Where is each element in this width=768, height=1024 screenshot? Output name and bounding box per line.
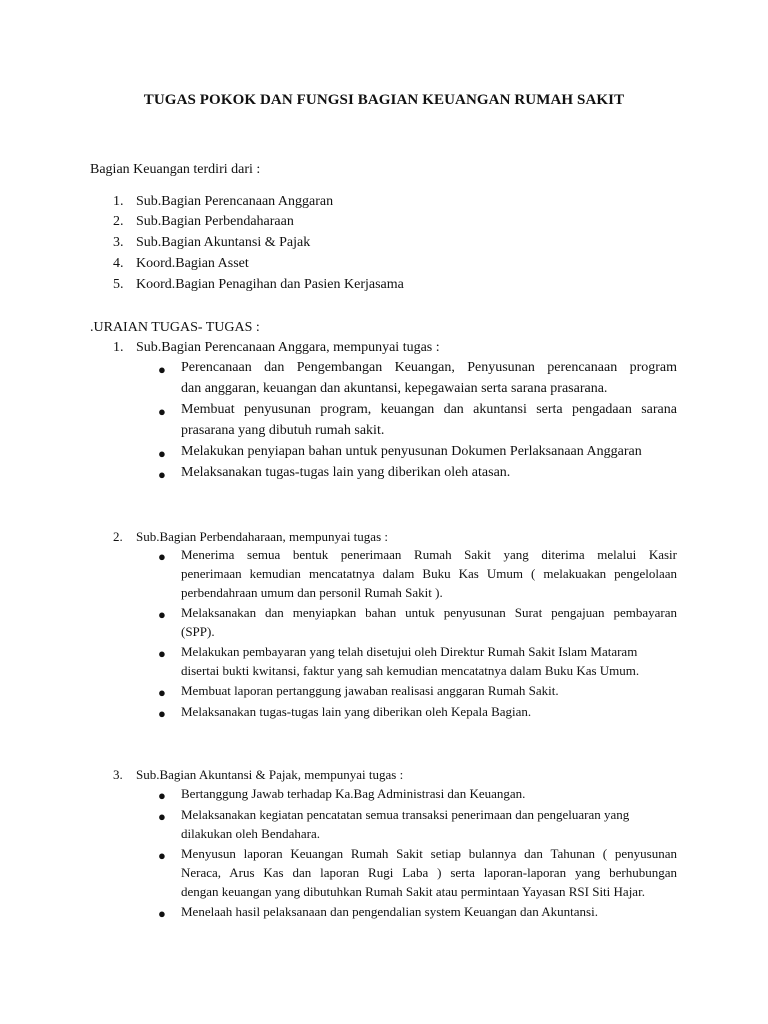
bullet-icon: ● bbox=[158, 685, 166, 700]
section-number: 2. bbox=[113, 529, 123, 544]
bullet-line: Melakukan penyiapan bahan untuk penyusunan Dokumen Perlaksanaan Anggaran bbox=[181, 444, 642, 459]
bullet-icon: ● bbox=[158, 467, 166, 482]
section-heading: Sub.Bagian Akuntansi & Pajak, mempunyai tugas : bbox=[136, 767, 404, 782]
bullet-line: dengan keuangan yang dibutuhkan Rumah Sakit atau permintaan Yayasan RSI Siti Hajar. bbox=[181, 884, 645, 899]
bullet-line: prasarana yang dibutuh rumah sakit. bbox=[181, 423, 385, 438]
bullet-line: (SPP). bbox=[181, 624, 215, 639]
list-item: Koord.Bagian Asset bbox=[136, 256, 249, 271]
bullet-line: perbendahraan umum dan personil Rumah Sakit ). bbox=[181, 585, 443, 600]
bullet-line: penerimaan kemudian mencatatnya dalam Buku Kas Umum ( melakuakan pengelolaan bbox=[181, 566, 677, 581]
bullet-line: dilakukan oleh Bendahara. bbox=[181, 826, 320, 841]
bullet-icon: ● bbox=[158, 549, 166, 564]
bullet-line: Melaksanakan tugas-tugas lain yang diberikan oleh atasan. bbox=[181, 465, 511, 480]
bullet-icon: ● bbox=[158, 906, 166, 921]
bullet-line: Bertanggung Jawab terhadap Ka.Bag Administrasi dan Keuangan. bbox=[181, 786, 526, 801]
bullet-line: Menyusun laporan Keuangan Rumah Sakit setiap bulannya dan Tahunan ( penyusunan bbox=[181, 846, 677, 861]
section-heading: Sub.Bagian Perencanaan Anggara, mempunyai tugas : bbox=[136, 340, 440, 355]
intro-text: Bagian Keuangan terdiri dari : bbox=[90, 162, 261, 177]
bullet-line: Membuat laporan pertanggung jawaban realisasi anggaran Rumah Sakit. bbox=[181, 683, 559, 698]
section-number: 1. bbox=[113, 340, 124, 355]
bullet-line: Melaksanakan dan menyiapkan bahan untuk penyusunan Surat pengajuan pembayaran bbox=[181, 605, 677, 620]
list-item-number: 2. bbox=[113, 214, 124, 229]
bullet-icon: ● bbox=[158, 404, 166, 419]
bullet-icon: ● bbox=[158, 788, 166, 803]
section-heading: Sub.Bagian Perbendaharaan, mempunyai tugas : bbox=[136, 529, 388, 544]
bullet-line: Menelaah hasil pelaksanaan dan pengendalian system Keuangan dan Akuntansi. bbox=[181, 904, 598, 919]
list-item: Sub.Bagian Perencanaan Anggaran bbox=[136, 194, 334, 209]
bullet-line: dan anggaran, keuangan dan akuntansi, kepegawaian serta sarana prasarana. bbox=[181, 381, 608, 396]
list-item-number: 5. bbox=[113, 277, 124, 292]
list-item-number: 3. bbox=[113, 235, 124, 250]
bullet-line: Melaksanakan kegiatan pencatatan semua transaksi penerimaan dan pengeluaran yang bbox=[181, 807, 630, 822]
bullet-line: Menerima semua bentuk penerimaan Rumah Sakit yang diterima melalui Kasir bbox=[181, 547, 677, 562]
bullet-icon: ● bbox=[158, 809, 166, 824]
list-item: Koord.Bagian Penagihan dan Pasien Kerjasama bbox=[136, 277, 404, 292]
bullet-icon: ● bbox=[158, 646, 166, 661]
bullet-line: disertai bukti kwitansi, faktur yang sah kemudian mencatatnya dalam Buku Kas Umum. bbox=[181, 663, 640, 678]
bullet-icon: ● bbox=[158, 362, 166, 377]
bullet-line: Membuat penyusunan program, keuangan dan akuntansi serta pengadaan sarana bbox=[181, 402, 677, 417]
section-number: 3. bbox=[113, 767, 123, 782]
bullet-icon: ● bbox=[158, 446, 166, 461]
list-item: Sub.Bagian Perbendaharaan bbox=[136, 214, 294, 229]
page-title: TUGAS POKOK DAN FUNGSI BAGIAN KEUANGAN RUMAH SAKIT bbox=[143, 92, 625, 108]
bullet-line: Neraca, Arus Kas dan laporan Rugi Laba ) serta laporan-laporan yang berhubungan bbox=[181, 865, 677, 880]
bullet-icon: ● bbox=[158, 706, 166, 721]
list-item-number: 4. bbox=[113, 256, 124, 271]
uraian-heading: .URAIAN TUGAS- TUGAS : bbox=[90, 320, 260, 335]
bullet-line: Perencanaan dan Pengembangan Keuangan, Penyusunan perencanaan program bbox=[181, 360, 677, 375]
bullet-icon: ● bbox=[158, 607, 166, 622]
bullet-line: Melaksanakan tugas-tugas lain yang diberikan oleh Kepala Bagian. bbox=[181, 704, 532, 719]
list-item-number: 1. bbox=[113, 194, 124, 209]
bullet-line: Melakukan pembayaran yang telah disetujui oleh Direktur Rumah Sakit Islam Mataram bbox=[181, 644, 638, 659]
list-item: Sub.Bagian Akuntansi & Pajak bbox=[136, 235, 311, 250]
bullet-icon: ● bbox=[158, 848, 166, 863]
